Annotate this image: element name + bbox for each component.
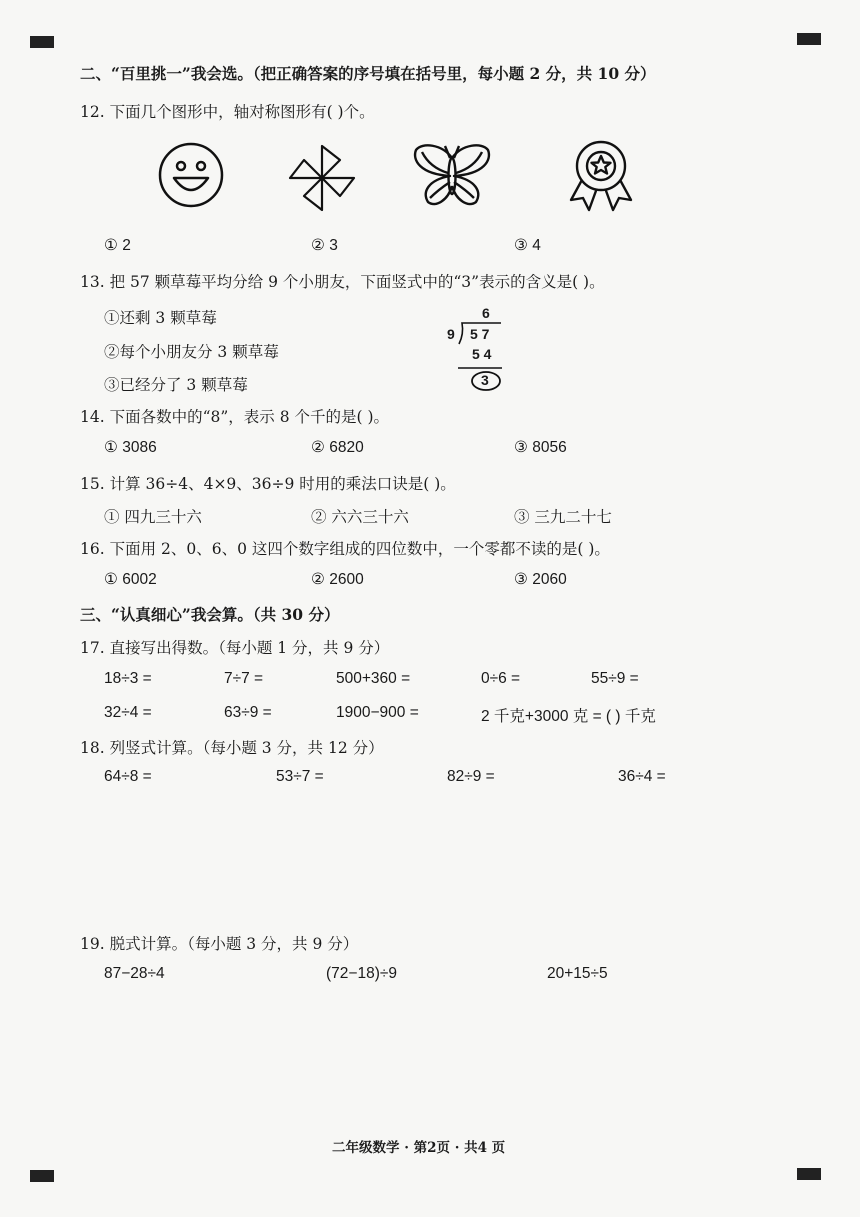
- q16-option-2: ② 2600: [311, 571, 364, 588]
- q12-option-1: ① 2: [104, 237, 131, 254]
- page-footer: 二年级数学 · 第2页 · 共4 页: [332, 1140, 506, 1156]
- q18-item: 64÷8 =: [104, 768, 152, 785]
- q19-stem: 19. 脱式计算。（每小题 3 分，共 9 分）: [80, 935, 359, 953]
- q14-stem: 14. 下面各数中的“8”，表示 8 个千的是( )。: [80, 408, 390, 426]
- q17-stem: 17. 直接写出得数。（每小题 1 分，共 9 分）: [80, 639, 390, 657]
- q19-item: 20+15÷5: [547, 965, 608, 982]
- q17-item: 32÷4 =: [104, 704, 152, 721]
- q17-item: 63÷9 =: [224, 704, 272, 721]
- q18-item: 36÷4 =: [618, 768, 666, 785]
- registration-mark-top-left: [30, 36, 54, 48]
- q14-option-1: ① 3086: [104, 439, 157, 456]
- q13-stem: 13. 把 57 颗草莓平均分给 9 个小朋友，下面竖式中的“3”表示的含义是( )。: [80, 273, 605, 291]
- division-dividend: 5 7: [470, 326, 490, 342]
- registration-mark-top-right: [797, 33, 821, 45]
- q15-option-2: ② 六六三十六: [311, 508, 409, 526]
- q12-option-3: ③ 4: [514, 237, 541, 254]
- q13-option-2: ②每个小朋友分 3 颗草莓: [104, 343, 279, 361]
- q17-item: 7÷7 =: [224, 670, 264, 687]
- q17-item: 500+360 =: [336, 670, 411, 687]
- q17-item: 55÷9 =: [591, 670, 639, 687]
- q13-option-3: ③已经分了 3 颗草莓: [104, 376, 248, 394]
- smiley-icon: [156, 140, 226, 210]
- section3-heading: 三、“认真细心”我会算。（共 30 分）: [80, 605, 340, 624]
- q18-item: 53÷7 =: [276, 768, 324, 785]
- registration-mark-bottom-right: [797, 1168, 821, 1180]
- q18-stem: 18. 列竖式计算。（每小题 3 分，共 12 分）: [80, 739, 384, 757]
- q13-option-1: ①还剩 3 颗草莓: [104, 309, 217, 327]
- division-remainder: 3: [481, 372, 489, 388]
- q17-item: 1900−900 =: [336, 704, 419, 721]
- division-quotient: 6: [482, 305, 490, 321]
- q19-item: 87−28÷4: [104, 965, 165, 982]
- section2-heading: 二、“百里挑一”我会选。（把正确答案的序号填在括号里，每小题 2 分，共 10 分）: [80, 64, 656, 83]
- q15-option-3: ③ 三九二十七: [514, 508, 612, 526]
- q17-item: 2 千克+3000 克 = ( ) 千克: [481, 708, 656, 725]
- registration-mark-bottom-left: [30, 1170, 54, 1182]
- q18-item: 82÷9 =: [447, 768, 495, 785]
- q16-option-1: ① 6002: [104, 571, 157, 588]
- division-divisor: 9: [447, 326, 455, 342]
- medal-icon: [565, 136, 637, 216]
- q15-stem: 15. 计算 36÷4、4×9、36÷9 时用的乘法口诀是( )。: [80, 475, 456, 493]
- q12-stem: 12. 下面几个图形中，轴对称图形有( )个。: [80, 103, 375, 121]
- q17-item: 18÷3 =: [104, 670, 152, 687]
- q16-option-3: ③ 2060: [514, 571, 567, 588]
- division-product: 5 4: [472, 346, 492, 362]
- q16-stem: 16. 下面用 2、0、6、0 这四个数字组成的四位数中，一个零都不读的是( )。: [80, 540, 610, 558]
- butterfly-icon: [412, 140, 492, 210]
- q15-option-1: ① 四九三十六: [104, 508, 202, 526]
- pinwheel-icon: [284, 140, 360, 216]
- q14-option-2: ② 6820: [311, 439, 364, 456]
- q17-item: 0÷6 =: [481, 670, 521, 687]
- q19-item: (72−18)÷9: [326, 965, 397, 982]
- q14-option-3: ③ 8056: [514, 439, 567, 456]
- q12-option-2: ② 3: [311, 237, 338, 254]
